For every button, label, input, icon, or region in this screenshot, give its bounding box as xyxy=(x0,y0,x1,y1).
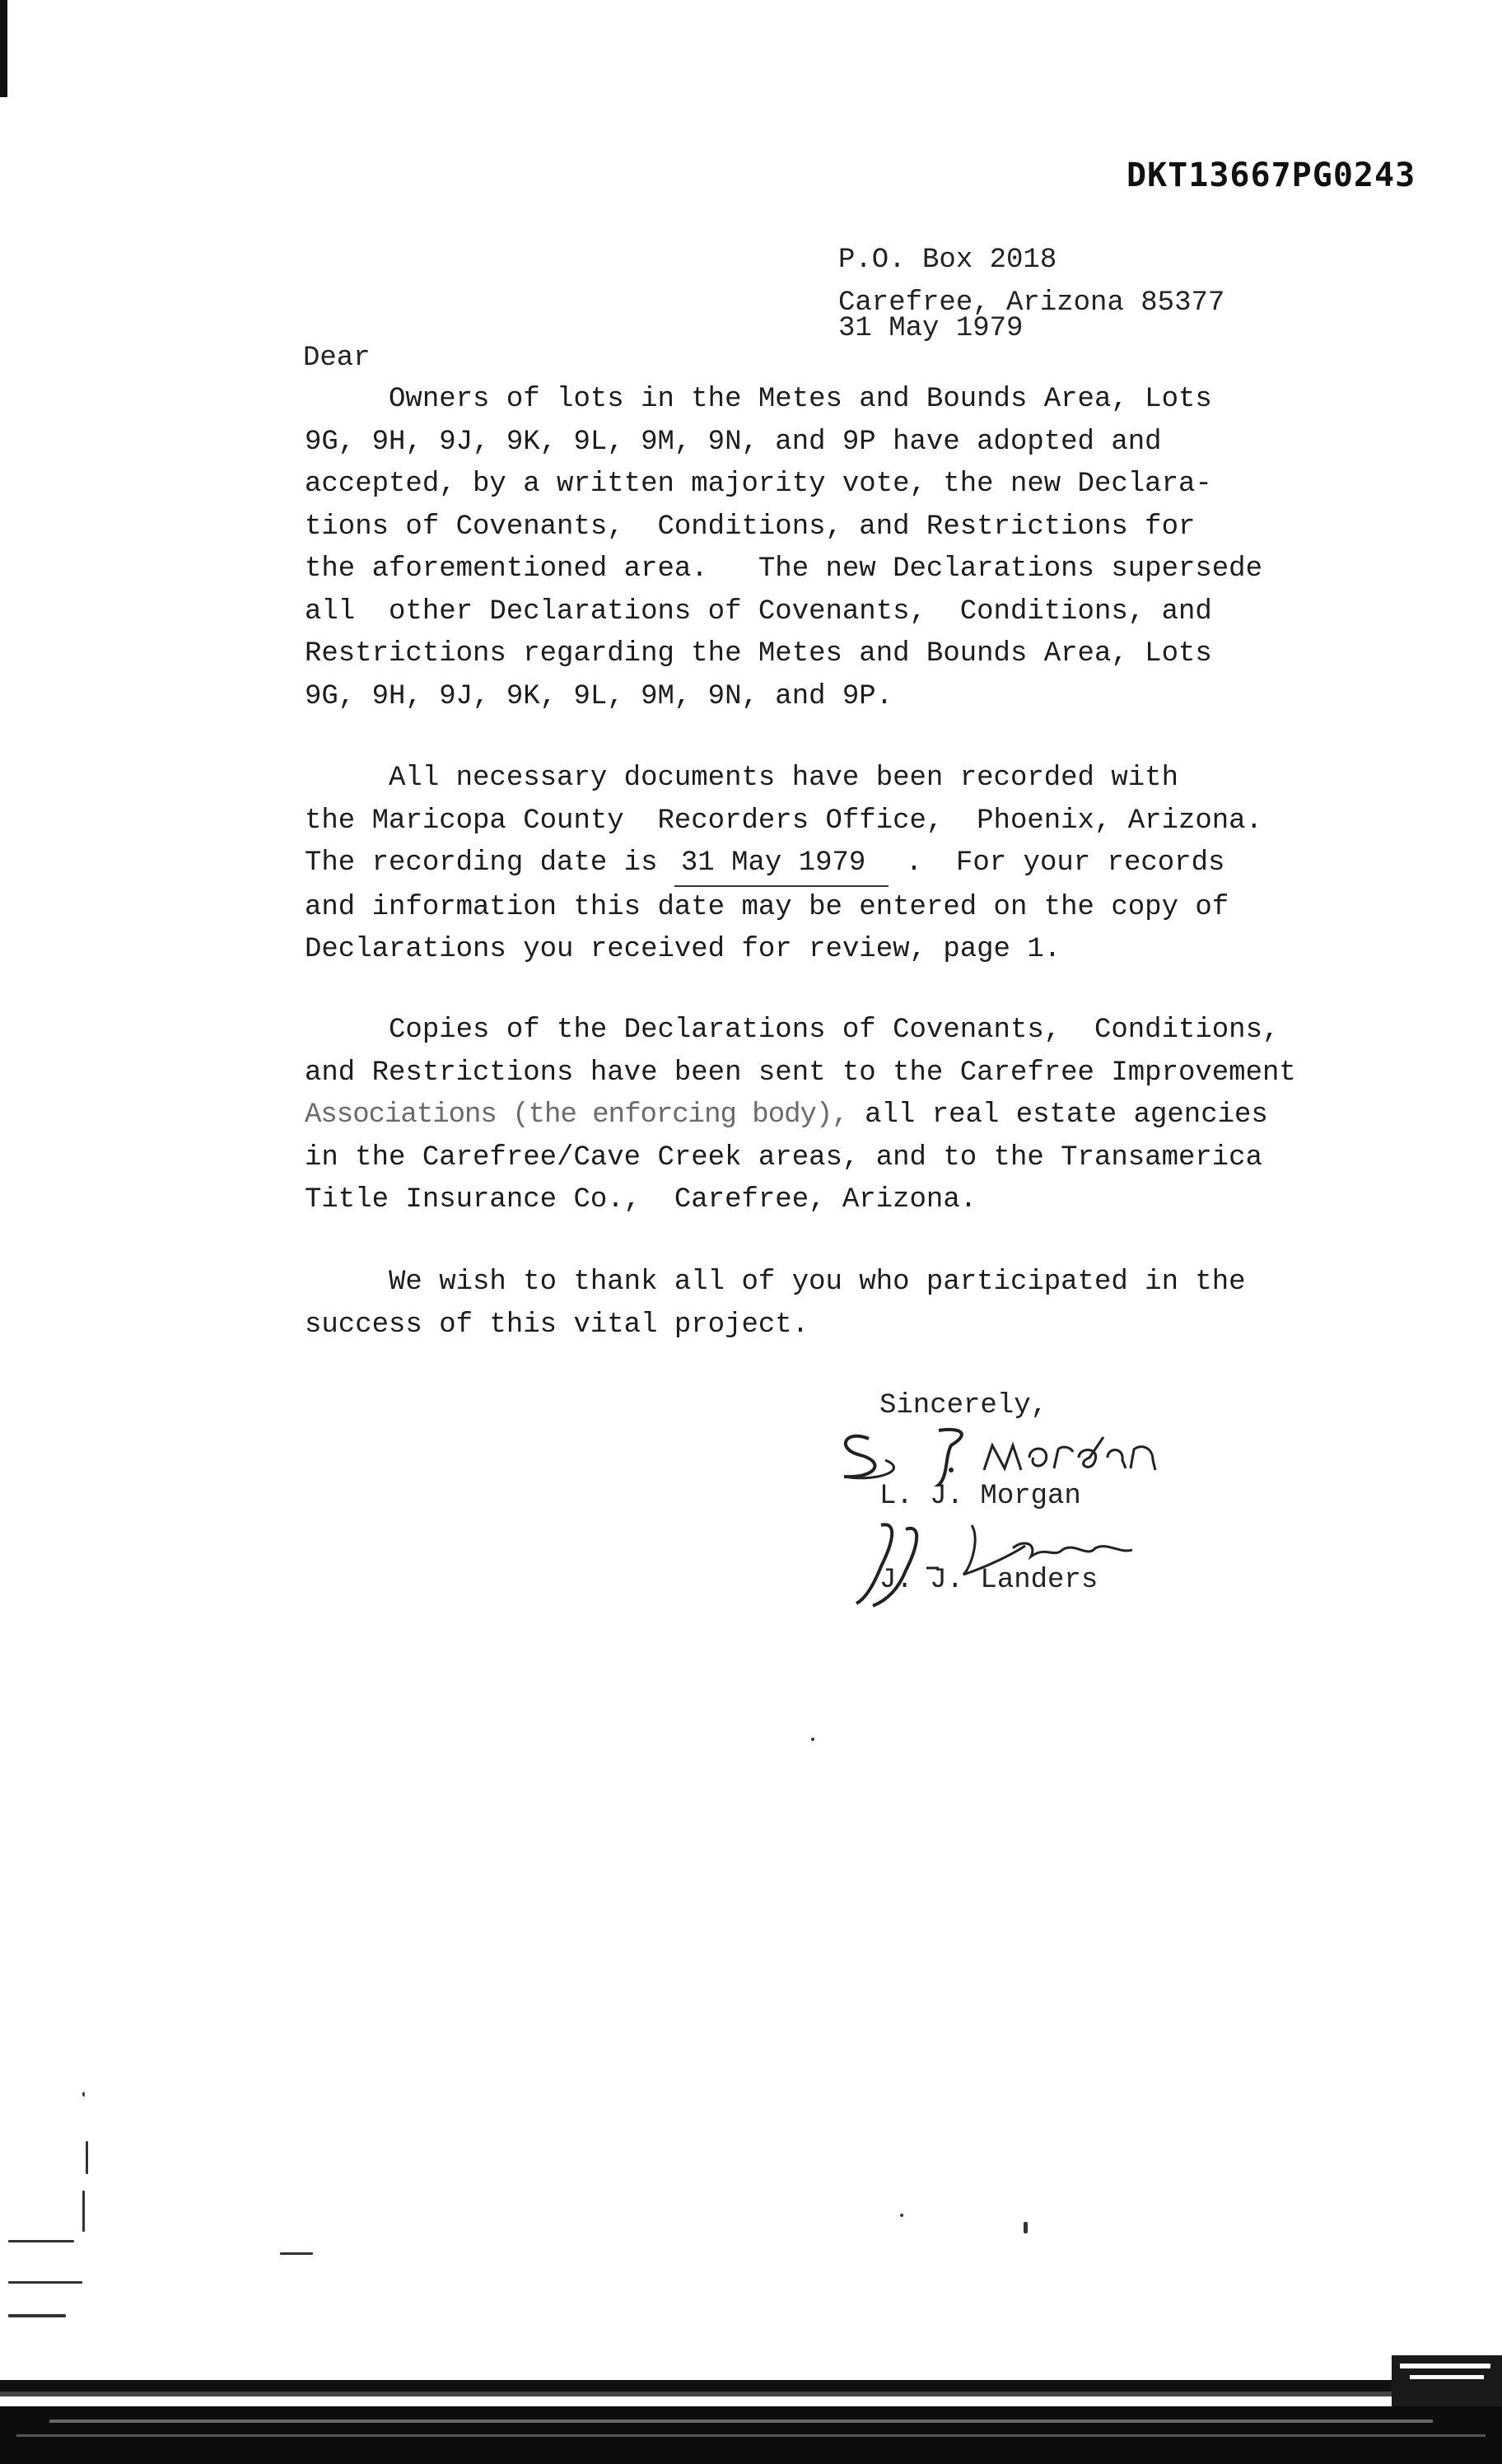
scan-edge-mark xyxy=(0,0,7,97)
scan-speck xyxy=(82,2191,85,2232)
scan-speck xyxy=(8,2240,74,2242)
text-line: Owners of lots in the Metes and Bounds Area, Lots xyxy=(305,384,1212,415)
closing: Sincerely, xyxy=(879,1390,1048,1421)
paragraph-copies-sent xyxy=(305,1010,1375,1222)
faded-text: Associations (the enforcing body), xyxy=(305,1099,848,1131)
scan-speck xyxy=(82,2092,85,2097)
paragraph-thanks xyxy=(305,1262,1375,1346)
sender-address xyxy=(838,239,1224,324)
text-line: the Maricopa County Recorders Office, Phoenix, Arizona. xyxy=(305,805,1262,837)
scan-speck xyxy=(8,2281,82,2284)
scan-bottom-edge xyxy=(0,2355,1502,2464)
text-line: Copies of the Declarations of Covenants, Conditions, xyxy=(305,1015,1280,1046)
text-line xyxy=(305,1094,1375,1137)
signer-name-landers: J. J. Landers xyxy=(879,1565,1099,1596)
address-line-2: Carefree, Arizona 85377 xyxy=(838,287,1225,319)
text-line: Declarations you received for review, page 1. xyxy=(305,934,1061,965)
text-line: accepted, by a written majority vote, the new Declara- xyxy=(305,469,1212,500)
scan-speck xyxy=(280,2252,313,2255)
scan-speck xyxy=(86,2141,88,2174)
text-line: 9G, 9H, 9J, 9K, 9L, 9M, 9N, and 9P have adopted and xyxy=(305,426,1162,458)
text-line: and Restrictions have been sent to the Carefree Improvement xyxy=(305,1057,1296,1089)
recording-date-handwritten: 31 May 1979 xyxy=(674,842,889,887)
scan-speck xyxy=(900,2214,903,2217)
text-fragment: . For your records xyxy=(889,847,1225,879)
text-line: Restrictions regarding the Metes and Bounds Area, Lots xyxy=(305,638,1212,670)
scan-speck xyxy=(1024,2222,1028,2233)
text-line: in the Carefree/Cave Creek areas, and to the Transamerica xyxy=(305,1141,1262,1174)
text-line: and information this date may be entered on the copy of xyxy=(305,891,1229,923)
text-line: 9G, 9H, 9J, 9K, 9L, 9M, 9N, and 9P. xyxy=(305,680,893,712)
text-line: Title Insurance Co., Carefree, Arizona. xyxy=(305,1184,977,1216)
scan-speck xyxy=(8,2314,66,2317)
letter-date: 31 May 1979 xyxy=(838,313,1024,344)
paragraph-recording xyxy=(305,758,1375,972)
salutation: Dear xyxy=(303,343,371,374)
scan-speck xyxy=(811,1738,814,1741)
paragraph-lots-adoption xyxy=(305,379,1375,718)
address-line-1: P.O. Box 2018 xyxy=(838,245,1057,276)
text-fragment: The recording date is xyxy=(305,847,674,879)
text-line xyxy=(305,842,1375,887)
signer-name-morgan: L. J. Morgan xyxy=(879,1481,1081,1512)
text-fragment: all real estate agencies xyxy=(847,1099,1268,1131)
text-line: We wish to thank all of you who participated in the xyxy=(305,1267,1246,1298)
text-line: success of this vital project. xyxy=(305,1309,809,1341)
text-line: the aforementioned area. The new Declarations supersede xyxy=(305,553,1262,585)
text-line: All necessary documents have been recorded with xyxy=(305,763,1178,794)
text-line: tions of Covenants, Conditions, and Restrictions for xyxy=(305,511,1196,543)
text-line: all other Declarations of Covenants, Conditions, and xyxy=(305,595,1212,628)
document-number: DKT13667PG0243 xyxy=(1126,156,1416,194)
signature-morgan xyxy=(828,1412,1206,1486)
